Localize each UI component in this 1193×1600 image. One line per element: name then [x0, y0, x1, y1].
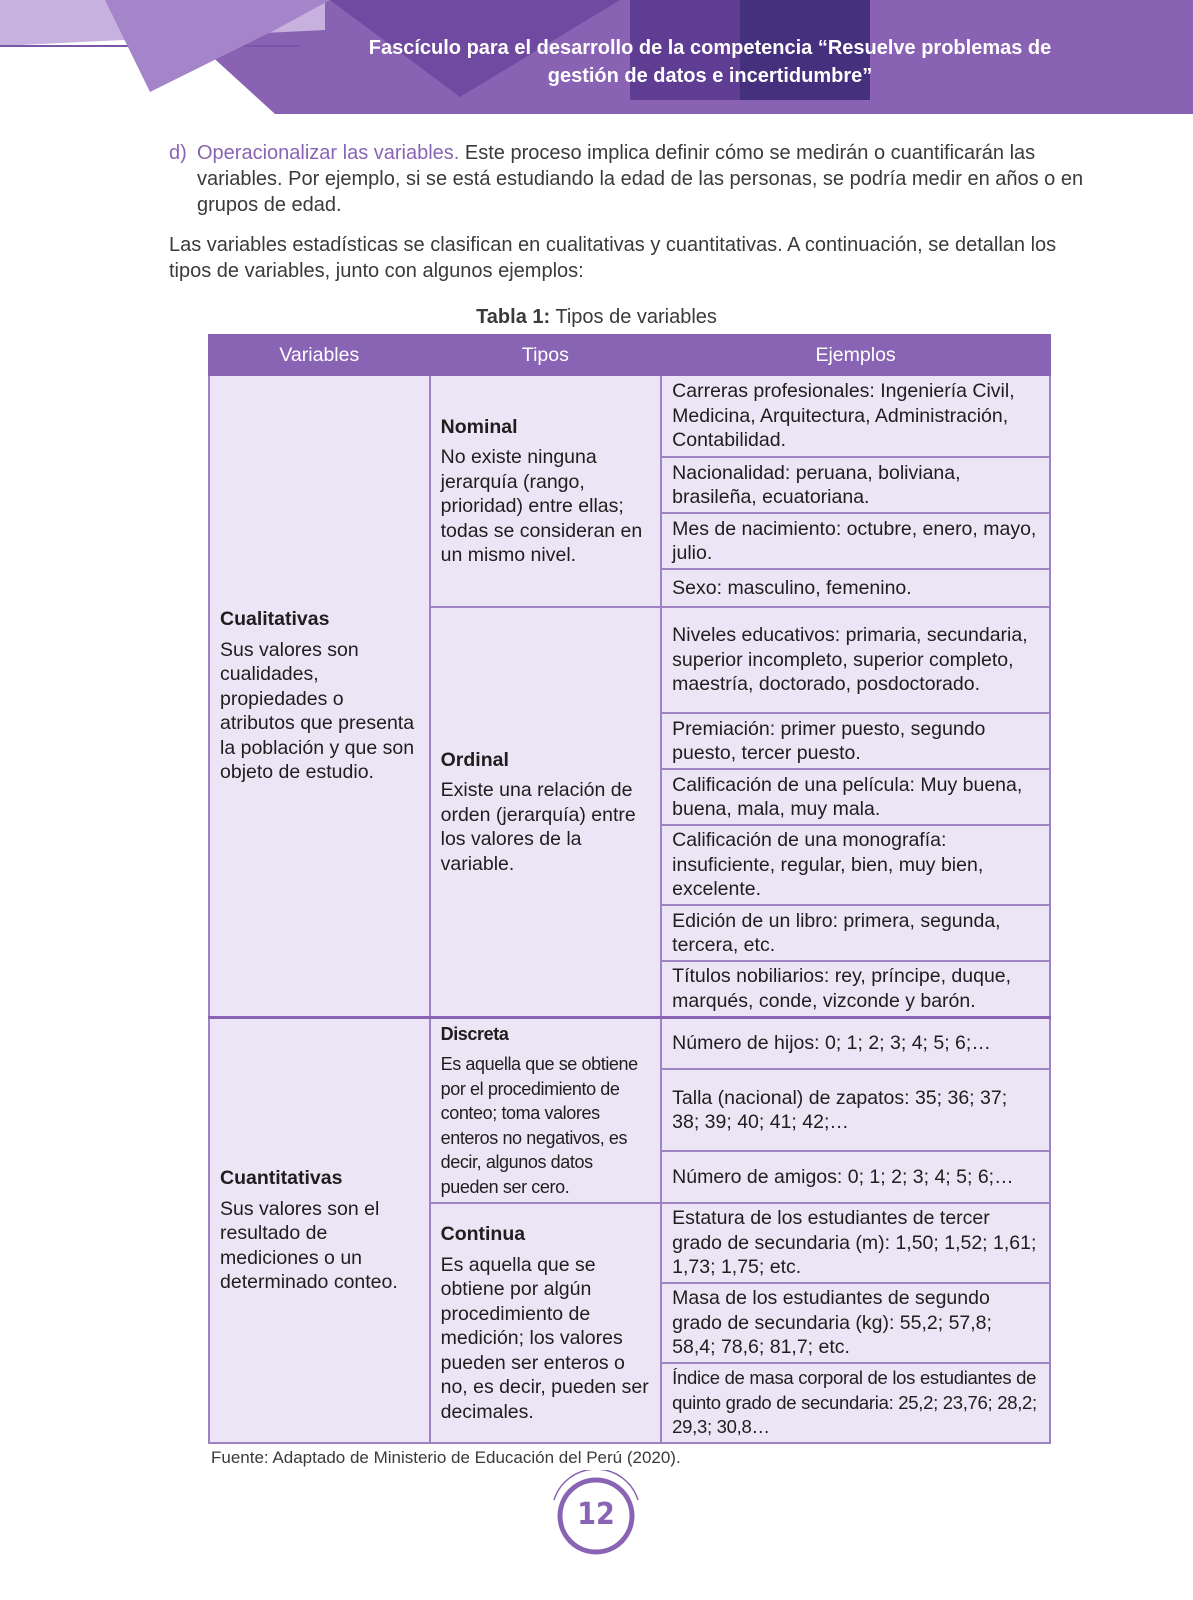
page-number: 12 — [577, 1497, 615, 1532]
header-variables: Variables — [209, 335, 430, 375]
list-item-d — [169, 140, 1089, 218]
nominal-title: Nominal — [440, 415, 518, 438]
cuantitativas-cell — [209, 1017, 430, 1443]
example-cell: Calificación de una monografía: insuficiente, regular, bien, muy bien, excelente. — [661, 825, 1050, 905]
table-header-row — [209, 335, 1050, 375]
example-cell: Masa de los estudiantes de segundo grado de secundaria (kg): 55,2; 57,8; 58,4; 78,6; 81,7; etc. — [661, 1283, 1050, 1363]
continua-title: Continua — [440, 1223, 526, 1245]
example-cell: Nacionalidad: peruana, boliviana, brasileña, ecuatoriana. — [661, 457, 1050, 513]
header-ejemplos: Ejemplos — [661, 335, 1050, 375]
discreta-desc: Es aquella que se obtiene por el procedimiento de conteo; toma valores enteros no negativos, es decir, algunos datos pueden ser cero. — [440, 1054, 638, 1197]
cualitativas-cell — [209, 375, 430, 1017]
example-cell: Edición de un libro: primera, segunda, tercera, etc. — [661, 905, 1050, 961]
header-title-line-1: Fascículo para el desarrollo de la competencia “Resuelve problemas de — [368, 37, 1052, 59]
ordinal-cell — [430, 607, 662, 1017]
example-cell: Mes de nacimiento: octubre, enero, mayo, julio. — [661, 513, 1050, 569]
cuantitativas-desc: Sus valores son el resultado de mediciones o un determinado conteo. — [220, 1197, 398, 1293]
example-cell: Calificación de una película: Muy buena, buena, mala, muy mala. — [661, 769, 1050, 825]
example-cell: Talla (nacional) de zapatos: 35; 36; 37; 38; 39; 40; 41; 42;… — [661, 1069, 1050, 1151]
intro-paragraph: Las variables estadísticas se clasifican en cualitativas y cuantitativas. A continuación, se detallan los tipos de variables, junto con algunos ejemplos: — [169, 234, 1057, 282]
list-marker: d) — [169, 142, 187, 164]
list-item-lead: Operacionalizar las variables. — [197, 142, 460, 164]
cuantitativas-title: Cuantitativas — [220, 1167, 343, 1189]
variables-table — [208, 334, 1051, 1444]
continua-cell — [430, 1203, 662, 1443]
table-source: Fuente: Adaptado de Ministerio de Educación del Perú (2020). — [211, 1448, 681, 1467]
table-caption-text: Tipos de variables — [550, 306, 717, 328]
example-cell: Títulos nobiliarios: rey, príncipe, duque, marqués, conde, vizconde y barón. — [661, 961, 1050, 1017]
table-row — [209, 1017, 1050, 1069]
page-number-badge — [546, 1470, 646, 1570]
header-title — [330, 34, 1090, 90]
header-tipos: Tipos — [430, 335, 662, 375]
example-cell: Índice de masa corporal de los estudiantes de quinto grado de secundaria: 25,2; 23,76; 28,2; 29,3; 30,8… — [661, 1363, 1050, 1443]
ordinal-title: Ordinal — [440, 748, 509, 771]
ordinal-desc: Existe una relación de orden (jerarquía) entre los valores de la variable. — [440, 779, 636, 875]
table-caption — [0, 306, 1193, 329]
example-cell: Carreras profesionales: Ingeniería Civil, Medicina, Arquitectura, Administración, Contabilidad. — [661, 375, 1050, 457]
example-cell: Sexo: masculino, femenino. — [661, 569, 1050, 607]
header-title-line-2: gestión de datos e incertidumbre” — [547, 65, 873, 87]
example-cell: Número de hijos: 0; 1; 2; 3; 4; 5; 6;… — [661, 1017, 1050, 1069]
nominal-desc: No existe ninguna jerarquía (rango, prioridad) entre ellas; todas se consideran en un mismo nivel. — [440, 446, 643, 566]
nominal-cell — [430, 375, 662, 607]
example-cell: Niveles educativos: primaria, secundaria, superior incompleto, superior completo, maestría, doctorado, posdoctorado. — [661, 607, 1050, 713]
page-header — [0, 0, 1193, 114]
discreta-title: Discreta — [440, 1023, 509, 1044]
cualitativas-desc: Sus valores son cualidades, propiedades o atributos que presenta la población y que son objeto de estudio. — [220, 638, 415, 783]
table-caption-label: Tabla 1: — [476, 306, 551, 328]
example-cell: Número de amigos: 0; 1; 2; 3; 4; 5; 6;… — [661, 1151, 1050, 1203]
continua-desc: Es aquella que se obtiene por algún procedimiento de medición; los valores pueden ser enteros o no, es decir, pueden ser decimales. — [440, 1253, 649, 1423]
list-item-text: Este proceso implica definir cómo se medirán o cuantificarán las variables. Por ejemplo, si se está estudiando la edad de las personas, se podría medir en años o en grupos de edad. — [197, 142, 1084, 216]
example-cell: Premiación: primer puesto, segundo puesto, tercer puesto. — [661, 713, 1050, 769]
example-cell: Estatura de los estudiantes de tercer grado de secundaria (m): 1,50; 1,52; 1,61; 1,73; 1,75; etc. — [661, 1203, 1050, 1283]
table-row — [209, 375, 1050, 457]
discreta-cell — [430, 1017, 662, 1203]
list-item-body — [197, 140, 1089, 218]
cualitativas-title: Cualitativas — [220, 608, 330, 630]
main-content — [169, 140, 1089, 284]
